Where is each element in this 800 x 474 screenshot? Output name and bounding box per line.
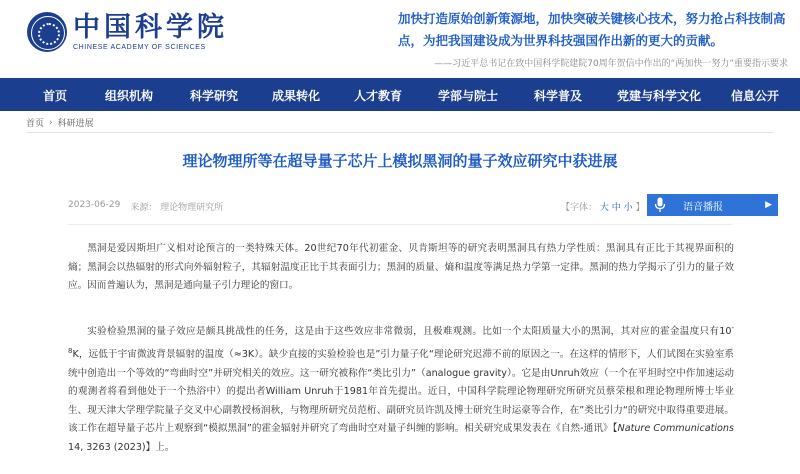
article-paragraph-1: 黑洞是爱因斯坦广义相对论预言的一类特殊天体。20世纪70年代初霍金、贝肯斯坦等的研究表明黑洞具有热力学性质：黑洞具有正比于其视界面积的熵；黑洞会以热辐射的形式向外辐射粒子，其辐射温度正比于其表面引力；黑洞的质量、熵和温度等满足热力学第一定律。黑洞的热力学揭示了引力的量子效应。因而普遍认为，黑洞是通向量子引力理论的窗口。 bbox=[68, 243, 734, 292]
paragraph-2-part-a: 实验检验黑洞的量子效应是颇具挑战性的任务，这是由于这些效应非常微弱，且极难观测。比如一个太阳质量大小的黑洞，其对应的霍金温度只有10 bbox=[87, 326, 732, 338]
meta-divider bbox=[68, 224, 732, 225]
nav-item-popularization[interactable]: 科学普及 bbox=[534, 89, 583, 103]
font-size-label-end: 】 bbox=[635, 203, 645, 213]
header-quote-attribution: ——习近平总书记在致中国科学院建院70周年贺信中作出的“两加快一努力”重要指示要求 bbox=[434, 59, 788, 69]
nav-item-education[interactable]: 人才教育 bbox=[354, 89, 403, 103]
cas-seal-icon bbox=[27, 12, 67, 52]
font-size-control bbox=[561, 200, 645, 213]
nav-item-disclosure[interactable]: 信息公开 bbox=[731, 89, 780, 103]
font-size-label: 【字体： bbox=[561, 203, 598, 213]
font-size-medium-button[interactable]: 中 bbox=[611, 203, 621, 213]
voice-playback-label: 语音播报 bbox=[683, 201, 723, 213]
paragraph-2-part-c: 14, 3263 (2023)】上。 bbox=[68, 441, 175, 453]
nav-item-home[interactable]: 首页 bbox=[43, 89, 68, 103]
chevron-right-icon: ▶ bbox=[765, 200, 772, 210]
article-paragraph-2 bbox=[68, 319, 734, 458]
article-source: 来源： 理论物理研究所 bbox=[130, 203, 224, 213]
nav-item-organization[interactable]: 组织机构 bbox=[105, 89, 154, 103]
microphone-icon bbox=[647, 194, 673, 216]
font-size-large-button[interactable]: 大 bbox=[599, 203, 609, 213]
header-slogan: 加快打造原始创新策源地，加快突破关键核心技术，努力抢占科技制高点，为把我国建设成为世界科技强国作出新的更大的贡献。 bbox=[398, 11, 786, 48]
site-header bbox=[0, 0, 800, 78]
voice-playback-button[interactable] bbox=[647, 194, 778, 216]
breadcrumb-home[interactable]: 首页 bbox=[26, 119, 45, 129]
paragraph-2-part-b: K，远低于宇宙微波背景辐射的温度（≈3K）。缺少直接的实验检验也是”引力量子化“理论研究迟滞不前的原因之一。在这样的情形下，人们试图在实验室系统中创造出一个等效的“弯曲时空”并研究相关的效应。这一研究被称作“类比引力”（analogue gravity）。它是由Unruh效应（一个在平坦时空中作加速运动的观测者将看到他处于一个热浴中）的提出者William Unruh于1981年首先提出。近日，中国科学院理论物理研究所研究员蔡荣根和理论物理所博士毕业生、现天津大学理学院量子交叉中心副教授杨润秋，与物理所研究员范桁、副研究员许凯及博士研究生时运豪等合作，在”类比引力“的研究中取得重要进展。该工作在超导量子芯片上观察到“模拟黑洞”的霍金辐射并研究了弯曲时空对量子纠缠的影响。相关研究成果发表在《自然-通讯》【 bbox=[68, 348, 734, 435]
breadcrumb-separator: › bbox=[49, 117, 53, 128]
logo-chinese-name: 中国科学院 bbox=[73, 12, 228, 43]
breadcrumb-divider bbox=[26, 132, 774, 133]
nav-item-research[interactable]: 科学研究 bbox=[190, 89, 239, 103]
nav-item-party-culture[interactable]: 党建与科学文化 bbox=[617, 89, 702, 103]
paragraph-2-exponent: -8 bbox=[68, 324, 734, 355]
breadcrumb-current[interactable]: 科研进展 bbox=[57, 119, 94, 129]
cas-logo[interactable] bbox=[27, 12, 228, 52]
article-title: 理论物理所等在超导量子芯片上模拟黑洞的量子效应研究中获进展 bbox=[182, 152, 618, 170]
article-date: 2023-06-29 bbox=[68, 200, 121, 210]
logo-english-name: CHINESE ACADEMY OF SCIENCES bbox=[73, 44, 206, 51]
font-size-small-button[interactable]: 小 bbox=[623, 203, 633, 213]
main-nav bbox=[0, 78, 800, 111]
nav-item-academicians[interactable]: 学部与院士 bbox=[438, 89, 499, 103]
article-meta bbox=[68, 200, 223, 213]
journal-name: Nature Communications bbox=[617, 423, 734, 435]
breadcrumb bbox=[26, 116, 94, 129]
nav-item-transfer[interactable]: 成果转化 bbox=[272, 89, 321, 103]
